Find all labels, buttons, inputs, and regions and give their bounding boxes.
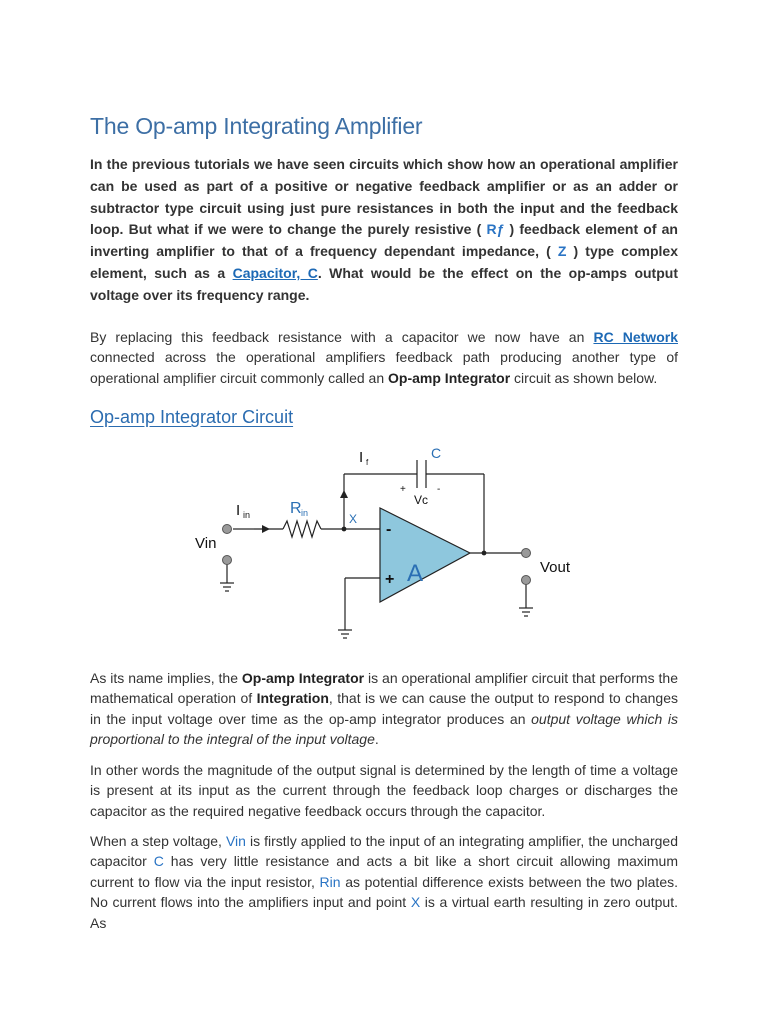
page-title: The Op-amp Integrating Amplifier bbox=[90, 113, 423, 139]
cap-minus-label: - bbox=[437, 484, 441, 495]
intro-text-2: ) feedback element of an inverting amplifier to that of a frequency dependant impedance, ( bbox=[90, 221, 678, 260]
vin-symbol: Vin bbox=[225, 833, 246, 849]
vin-label: Vin bbox=[195, 535, 217, 552]
step-text-3: has very little resistance and acts a bit like a short circuit allowing maximum current to flow via the input resistor, bbox=[90, 853, 679, 890]
vin-terminal-top bbox=[223, 525, 232, 534]
op-amp-integrator-bold: Op-amp Integrator bbox=[388, 369, 511, 386]
circuit-heading[interactable]: Op-amp Integrator Circuit bbox=[90, 407, 294, 427]
rc-text-2: connected across the operational amplifiers feedback path producing another type of operational amplifier circuit commonly called an bbox=[90, 349, 678, 386]
z-symbol: Z bbox=[557, 243, 567, 260]
name-text-3: , that is we can cause the output to respond to changes in the input voltage over time as the op-amp integrator produces an bbox=[90, 690, 678, 727]
output-junction bbox=[482, 551, 487, 556]
if-arrow-icon bbox=[340, 490, 348, 498]
name-text-4: . bbox=[374, 731, 379, 748]
rin-label-sub: in bbox=[301, 508, 309, 518]
rf-symbol: Rƒ bbox=[486, 221, 505, 238]
ground-icon bbox=[519, 608, 533, 616]
rin-label: R bbox=[290, 500, 302, 517]
integrator-description-paragraph bbox=[90, 668, 678, 750]
noninverting-input-label: + bbox=[385, 571, 395, 588]
inverting-input-label: - bbox=[386, 521, 392, 538]
rc-text-3: circuit as shown below. bbox=[510, 369, 658, 386]
capacitor-link[interactable]: Capacitor, C bbox=[232, 264, 318, 281]
vin-terminal-bottom bbox=[223, 556, 232, 565]
capacitor-label: C bbox=[431, 445, 442, 461]
name-bold-1: Op-amp Integrator bbox=[241, 670, 365, 686]
rc-text-1: By replacing this feedback resistance with a capacitor we now have an bbox=[90, 329, 594, 345]
ground-icon bbox=[338, 630, 352, 638]
intro-paragraph bbox=[90, 154, 678, 307]
step-text-5: is a virtual earth resulting in zero output. As bbox=[90, 894, 678, 931]
step-text-2: is firstly applied to the input of an integrating amplifier, the uncharged capacitor bbox=[90, 833, 678, 870]
opamp-label: A bbox=[407, 560, 424, 587]
if-label: I bbox=[359, 449, 364, 466]
if-label-sub: f bbox=[366, 458, 369, 467]
integrator-circuit-diagram bbox=[190, 440, 590, 645]
rin-symbol: Rin bbox=[319, 873, 341, 890]
name-bold-2: Integration bbox=[256, 690, 329, 707]
rc-network-link[interactable]: RC Network bbox=[593, 329, 678, 345]
magnitude-paragraph: In other words the magnitude of the output signal is determined by the length of time a voltage is present at its input as the current through the feedback loop charges or discharges the capacitor as the required negative feedback occurs through the capacitor. bbox=[90, 762, 678, 819]
vout-label: Vout bbox=[540, 559, 571, 576]
node-x-label: X bbox=[349, 512, 358, 526]
iin-arrow-icon bbox=[262, 525, 270, 533]
iin-label-sub: in bbox=[243, 510, 251, 520]
step-text-1: When a step voltage, bbox=[90, 833, 226, 849]
name-text-2: is an operational amplifier circuit that performs the mathematical operation of bbox=[90, 670, 678, 707]
name-text-1: As its name implies, the bbox=[90, 670, 242, 686]
x-symbol: X bbox=[410, 894, 421, 911]
ground-icon bbox=[220, 583, 234, 591]
intro-text-3: ) type complex element, such as a bbox=[90, 243, 678, 281]
vout-terminal-bottom bbox=[522, 576, 531, 585]
iin-label: I bbox=[236, 502, 241, 519]
intro-text-1: In the previous tutorials we have seen circuits which show how an operational amplifier can be used as part of a positive or negative feedback amplifier or as an adder or subtractor type circuit using just pure resistances in both the input and the feedback loop. But what if we were to change the purely resistive ( bbox=[90, 156, 678, 238]
step-voltage-paragraph bbox=[90, 831, 678, 933]
vout-terminal-top bbox=[522, 549, 531, 558]
name-italic: output voltage which is proportional to the integral of the input voltage bbox=[90, 710, 679, 748]
intro-text-4: . What would be the effect on the op-amps output voltage over its frequency range. bbox=[90, 264, 678, 303]
vc-label: Vc bbox=[414, 493, 429, 507]
cap-plus-label: + bbox=[400, 484, 406, 495]
step-text-4: as potential difference exists between the two plates. No current flows into the amplifiers input and point bbox=[90, 873, 678, 911]
node-x-junction bbox=[342, 527, 347, 532]
circuit-wires bbox=[227, 460, 526, 630]
rc-paragraph bbox=[90, 327, 678, 388]
c-symbol: C bbox=[153, 853, 164, 870]
